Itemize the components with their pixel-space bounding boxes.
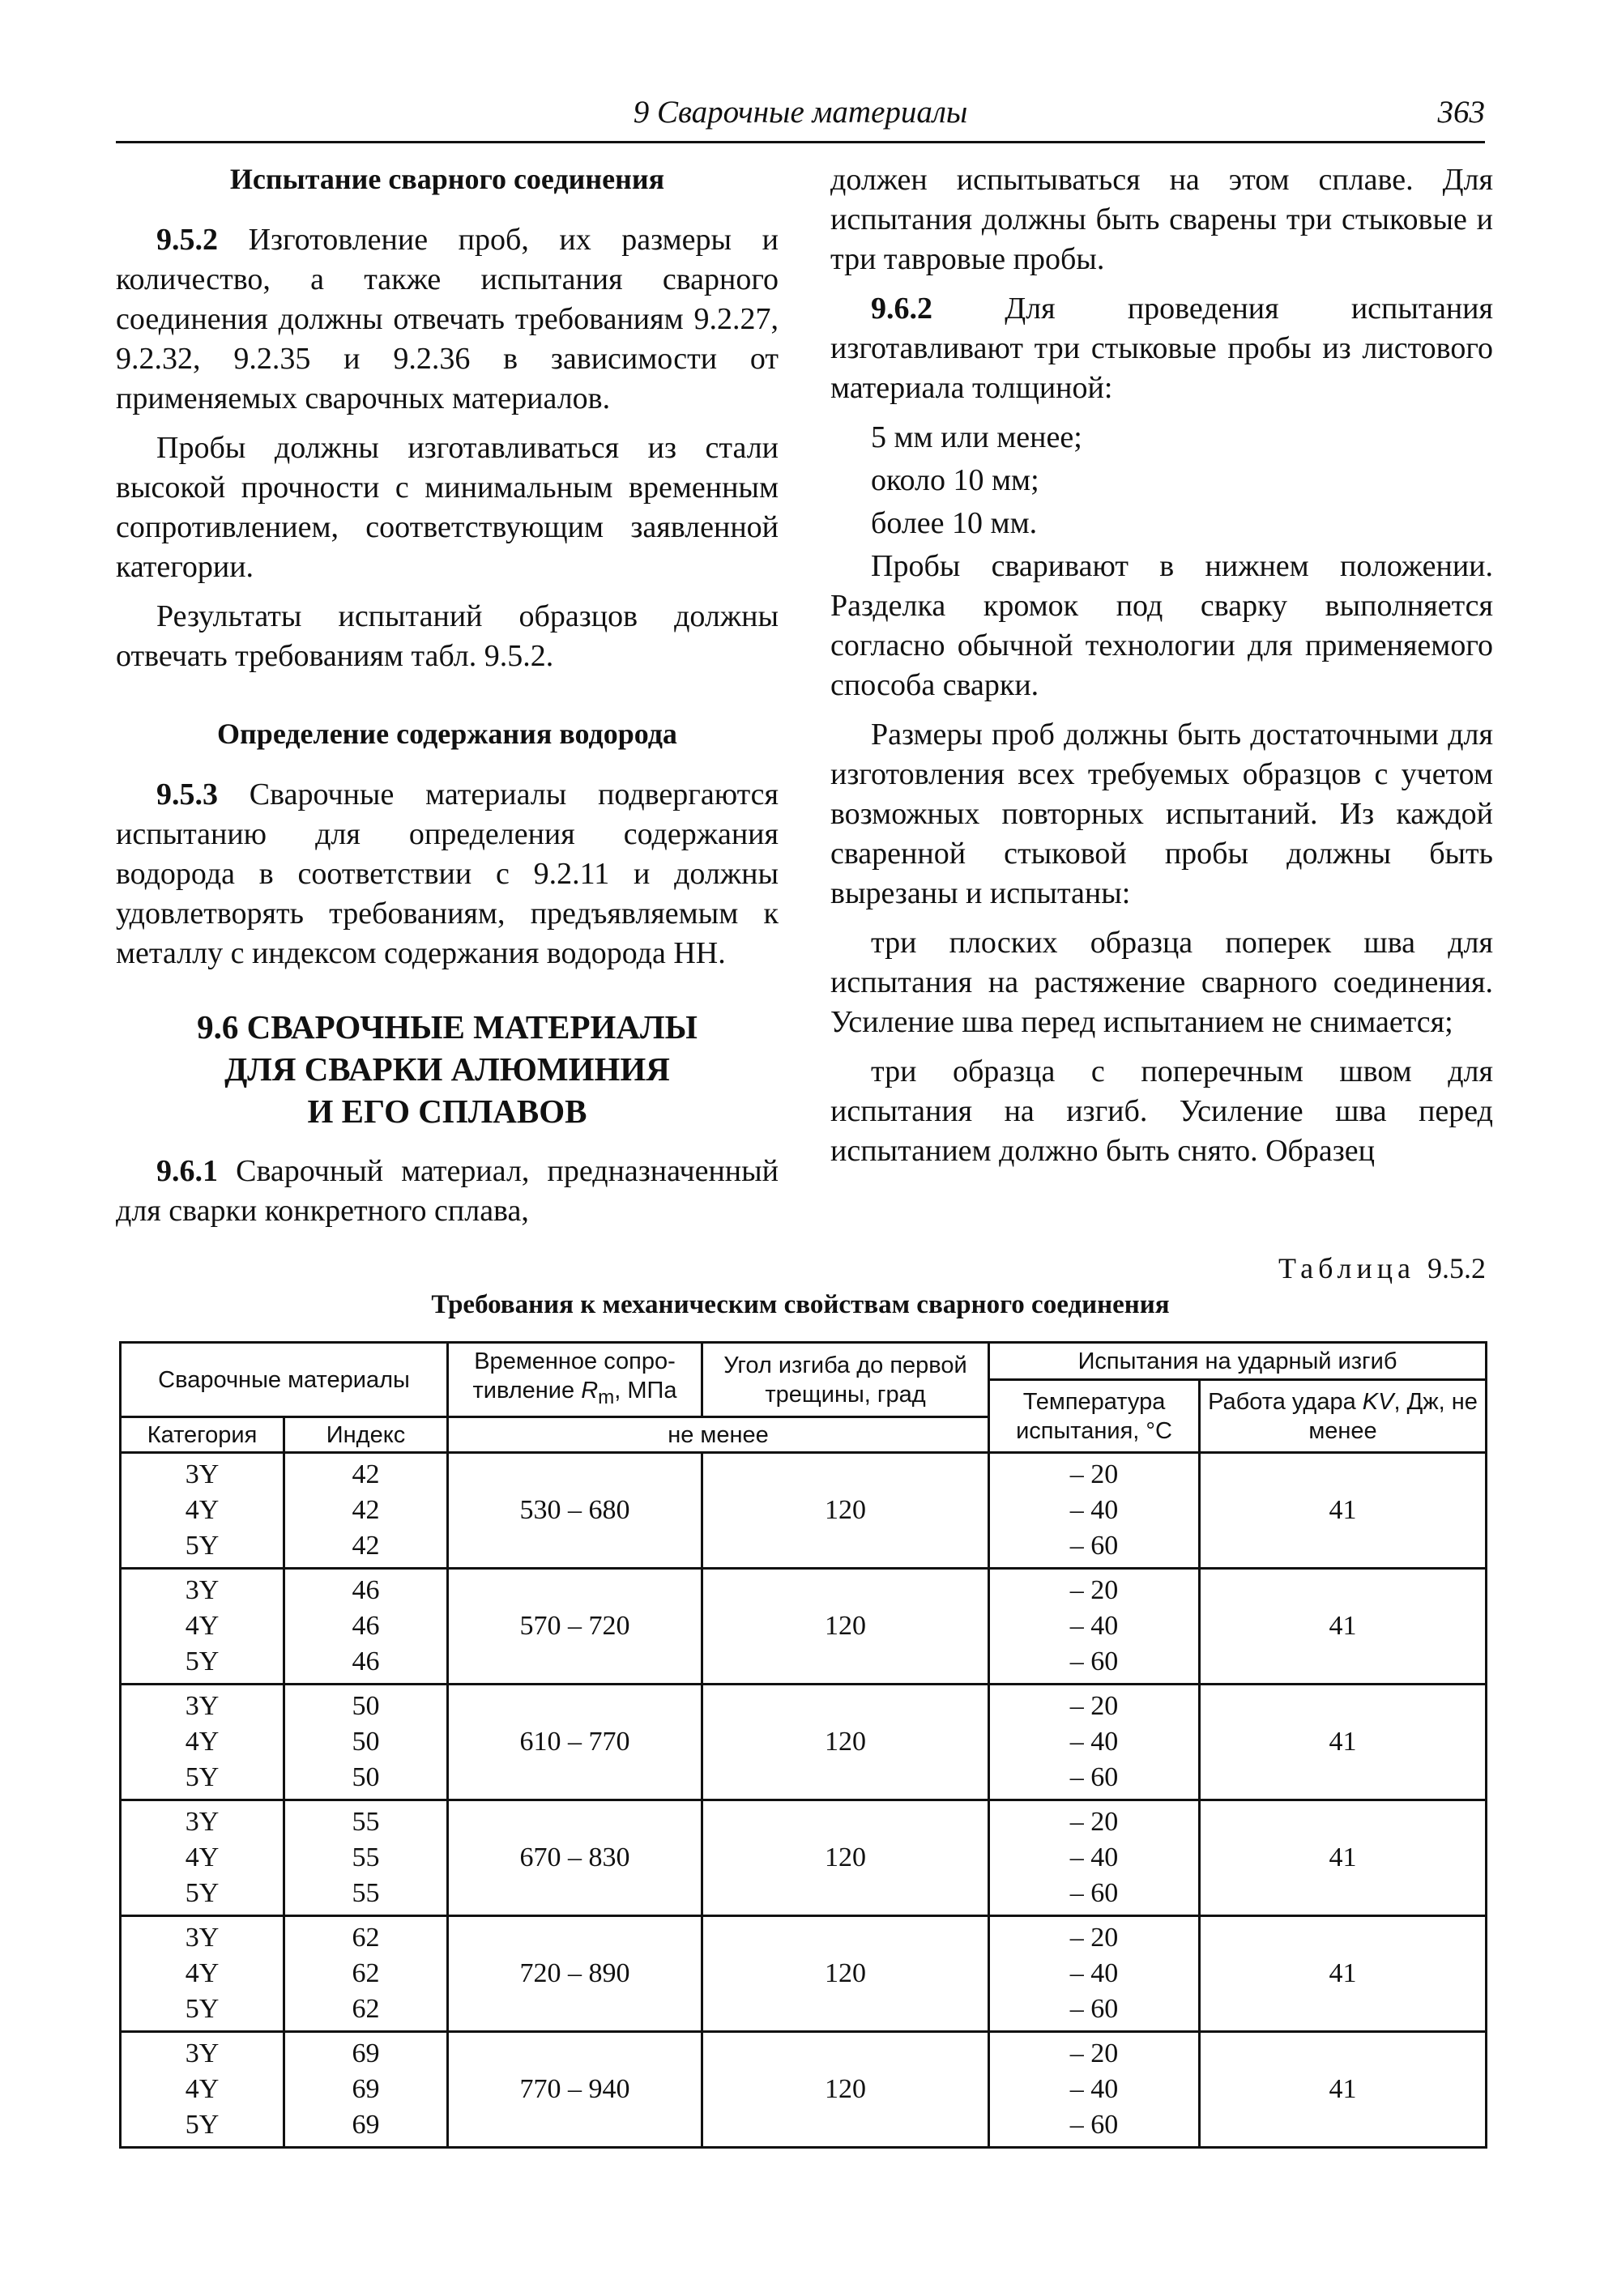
- impact-energy-cell: 41: [1200, 1685, 1487, 1800]
- category-cell-value: 3Y: [185, 1459, 220, 1489]
- index-cell-value: 55: [352, 1878, 380, 1908]
- temperature-cell-value: – 20: [1069, 1459, 1119, 1489]
- properties-table: [119, 1341, 1487, 2149]
- temperature-cell-value: – 20: [1069, 1807, 1119, 1837]
- list-item: около 10 мм;: [871, 463, 1039, 497]
- paragraph: Размеры проб должны быть достаточными для изготовления всех требуемых образцов с учетом возможных повторных испытаний. Из каждой сваренной стыковой пробы должны быть вырезаны и испытаны:: [830, 718, 1493, 910]
- tensile-cell: 720 – 890: [448, 1916, 702, 2032]
- temperature-cell-value: – 20: [1069, 1923, 1119, 1953]
- symbol-kv: KV: [1362, 1388, 1394, 1415]
- category-cell: [121, 1569, 284, 1685]
- bend-angle-cell: 120: [702, 1916, 989, 2032]
- temperature-cell: [989, 1453, 1200, 1569]
- clause-number: 9.5.3: [156, 777, 218, 811]
- temperature-cell-value: – 60: [1069, 1994, 1119, 2024]
- section-heading-9-6: [116, 1006, 779, 1132]
- section-heading-line: И ЕГО СПЛАВОВ: [307, 1093, 587, 1130]
- table-title: Требования к механическим свойствам сварного соединения: [431, 1290, 1170, 1319]
- category-cell: [121, 1800, 284, 1916]
- category-cell: [121, 1453, 284, 1569]
- temperature-cell: [989, 1685, 1200, 1800]
- temperature-cell: [989, 1800, 1200, 1916]
- index-cell-value: 46: [352, 1611, 380, 1641]
- temperature-cell-value: – 20: [1069, 2038, 1119, 2068]
- index-cell: [284, 1916, 448, 2032]
- index-cell-value: 62: [352, 1923, 380, 1953]
- header-energy-text: , Дж, не менее: [1308, 1388, 1478, 1444]
- temperature-cell-value: – 60: [1069, 1878, 1119, 1908]
- index-cell-value: 50: [352, 1691, 380, 1721]
- list-item: 5 мм или менее;: [871, 420, 1082, 454]
- temperature-cell-value: – 20: [1069, 1575, 1119, 1605]
- temperature-cell-value: – 40: [1069, 1842, 1119, 1872]
- index-cell-value: 55: [352, 1842, 380, 1872]
- header-materials: Сварочные материалы: [121, 1343, 448, 1417]
- bend-angle-cell: 120: [702, 1800, 989, 1916]
- right-column: [830, 160, 1493, 1181]
- category-cell-value: 4Y: [185, 1611, 220, 1641]
- table-row: [121, 1569, 1487, 1685]
- category-cell-value: 3Y: [185, 1691, 220, 1721]
- temperature-cell-value: – 40: [1069, 1495, 1119, 1525]
- tensile-cell: 530 – 680: [448, 1453, 702, 1569]
- table-row: [121, 1916, 1487, 2032]
- category-cell-value: 4Y: [185, 1727, 220, 1757]
- impact-energy-cell: 41: [1200, 1453, 1487, 1569]
- category-cell-value: 4Y: [185, 1495, 220, 1525]
- paragraph-text: Сварочный материал, предназначенный для сварки конкретного сплава,: [116, 1154, 779, 1228]
- index-cell-value: 50: [352, 1727, 380, 1757]
- category-cell-value: 3Y: [185, 1575, 220, 1605]
- page-header: [116, 87, 1485, 143]
- header-tensile-text: тивление: [472, 1378, 582, 1404]
- clause-number: 9.6.2: [871, 292, 932, 326]
- index-cell-value: 55: [352, 1807, 380, 1837]
- paragraph-9-5-2: [116, 220, 779, 419]
- paragraph: должен испытываться на этом сплаве. Для испытания должны быть сварены три стыковые и три тавровые пробы.: [830, 163, 1493, 276]
- heading-hydrogen: Определение содержания водорода: [217, 718, 677, 750]
- paragraph: три плоских образца поперек шва для испытания на растяжение сварного соединения. Усиление шва перед испытанием не снимается;: [830, 926, 1493, 1039]
- header-energy-text: Работа удара: [1208, 1388, 1363, 1415]
- paragraph-9-6-2: [830, 289, 1493, 408]
- index-cell: [284, 2032, 448, 2148]
- left-column: [116, 160, 779, 1241]
- index-cell: [284, 1685, 448, 1800]
- header-tensile: [448, 1343, 702, 1417]
- temperature-cell-value: – 40: [1069, 2074, 1119, 2104]
- paragraph: три образца с поперечным швом для испытания на изгиб. Усиление шва перед испытанием должно быть снято. Образец: [830, 1054, 1493, 1168]
- category-cell-value: 5Y: [185, 1762, 220, 1792]
- section-heading-line: ДЛЯ СВАРКИ АЛЮМИНИЯ: [224, 1050, 670, 1088]
- index-cell-value: 42: [352, 1459, 380, 1489]
- category-cell-value: 5Y: [185, 2110, 220, 2140]
- temperature-cell-value: – 60: [1069, 1762, 1119, 1792]
- index-cell-value: 62: [352, 1994, 380, 2024]
- paragraph: Результаты испытаний образцов должны отвечать требованиям табл. 9.5.2.: [116, 599, 779, 673]
- temperature-cell: [989, 1569, 1200, 1685]
- table-label: [1278, 1251, 1486, 1285]
- category-cell: [121, 1685, 284, 1800]
- category-cell-value: 5Y: [185, 1531, 220, 1561]
- index-cell-value: 69: [352, 2110, 380, 2140]
- bend-angle-cell: 120: [702, 1569, 989, 1685]
- temperature-cell-value: – 60: [1069, 2110, 1119, 2140]
- header-impact: Испытания на ударный изгиб: [989, 1343, 1487, 1380]
- index-cell-value: 62: [352, 1958, 380, 1988]
- index-cell-value: 42: [352, 1495, 380, 1525]
- index-cell-value: 46: [352, 1575, 380, 1605]
- impact-energy-cell: 41: [1200, 1916, 1487, 2032]
- table-body: [121, 1453, 1487, 2148]
- bend-angle-cell: 120: [702, 1685, 989, 1800]
- temperature-cell: [989, 1916, 1200, 2032]
- header-temperature: Температура испытания, °С: [989, 1380, 1200, 1453]
- tensile-cell: 670 – 830: [448, 1800, 702, 1916]
- temperature-cell-value: – 40: [1069, 1727, 1119, 1757]
- temperature-cell-value: – 60: [1069, 1646, 1119, 1676]
- category-cell-value: 3Y: [185, 2038, 220, 2068]
- index-cell-value: 69: [352, 2038, 380, 2068]
- table-row: [121, 1685, 1487, 1800]
- bend-angle-cell: 120: [702, 1453, 989, 1569]
- category-cell-value: 5Y: [185, 1878, 220, 1908]
- impact-energy-cell: 41: [1200, 1569, 1487, 1685]
- table-row: [121, 1800, 1487, 1916]
- impact-energy-cell: 41: [1200, 2032, 1487, 2148]
- category-cell-value: 3Y: [185, 1923, 220, 1953]
- index-cell: [284, 1800, 448, 1916]
- section-heading-line: 9.6 СВАРОЧНЫЕ МАТЕРИАЛЫ: [197, 1008, 698, 1046]
- header-category: Категория: [121, 1417, 284, 1453]
- category-cell: [121, 2032, 284, 2148]
- header-bend-angle: Угол изгиба до первой трещины, град: [702, 1343, 989, 1417]
- header-index: Индекс: [284, 1417, 448, 1453]
- symbol-subscript: m: [598, 1386, 615, 1408]
- category-cell-value: 5Y: [185, 1646, 220, 1676]
- clause-number: 9.6.1: [156, 1154, 218, 1188]
- index-cell: [284, 1569, 448, 1685]
- tensile-cell: 610 – 770: [448, 1685, 702, 1800]
- temperature-cell-value: – 20: [1069, 1691, 1119, 1721]
- running-title: 9 Сварочные материалы: [633, 95, 968, 130]
- page-number: 363: [1437, 95, 1485, 130]
- paragraph-text: Сварочные материалы подвергаются испытанию для определения содержания водорода в соответствии с 9.2.11 и должны удовлетворять требованиям, предъявляемым к металлу с индексом содержания водорода НН.: [116, 777, 779, 970]
- paragraph: Пробы сваривают в нижнем положении. Разделка кромок под сварку выполняется согласно обычной технологии для применяемого способа сварки.: [830, 549, 1493, 702]
- category-cell-value: 4Y: [185, 1958, 220, 1988]
- paragraph-text: Изготовление проб, их размеры и количество, а также испытания сварного соединения должны отвечать требованиям 9.2.27, 9.2.32, 9.2.35 и 9.2.36 в зависимости от применяемых сварочных материалов.: [116, 223, 779, 415]
- temperature-cell-value: – 40: [1069, 1611, 1119, 1641]
- temperature-cell-value: – 40: [1069, 1958, 1119, 1988]
- index-cell-value: 46: [352, 1646, 380, 1676]
- symbol-r: R: [581, 1378, 599, 1404]
- impact-energy-cell: 41: [1200, 1800, 1487, 1916]
- category-cell: [121, 1916, 284, 2032]
- table-row: [121, 1453, 1487, 1569]
- temperature-cell: [989, 2032, 1200, 2148]
- tensile-cell: 570 – 720: [448, 1569, 702, 1685]
- tensile-cell: 770 – 940: [448, 2032, 702, 2148]
- category-cell-value: 5Y: [185, 1994, 220, 2024]
- category-cell-value: 4Y: [185, 2074, 220, 2104]
- table-number: 9.5.2: [1427, 1252, 1486, 1284]
- header-impact-energy: [1200, 1380, 1487, 1453]
- bend-angle-cell: 120: [702, 2032, 989, 2148]
- paragraph-9-6-1: [116, 1152, 779, 1231]
- paragraph: Пробы должны изготавливаться из стали высокой прочности с минимальным временным сопротивлением, соответствующим заявленной категории.: [116, 431, 779, 584]
- heading-weld-test: Испытание сварного соединения: [229, 163, 665, 195]
- category-cell-value: 4Y: [185, 1842, 220, 1872]
- index-cell: [284, 1453, 448, 1569]
- paragraph-text: Для проведения испытания изготавливают три стыковые пробы из листового материала толщиной:: [830, 292, 1493, 405]
- list-item: более 10 мм.: [871, 506, 1038, 540]
- paragraph-9-5-3: [116, 775, 779, 973]
- header-unit: , МПа: [614, 1378, 677, 1404]
- index-cell-value: 69: [352, 2074, 380, 2104]
- header-not-less: не менее: [448, 1417, 989, 1453]
- table-row: [121, 2032, 1487, 2148]
- header-tensile-text: Временное сопро-: [474, 1348, 676, 1375]
- temperature-cell-value: – 60: [1069, 1531, 1119, 1561]
- category-cell-value: 3Y: [185, 1807, 220, 1837]
- clause-number: 9.5.2: [156, 223, 218, 257]
- index-cell-value: 42: [352, 1531, 380, 1561]
- table-label-word: Таблица: [1278, 1252, 1415, 1284]
- index-cell-value: 50: [352, 1762, 380, 1792]
